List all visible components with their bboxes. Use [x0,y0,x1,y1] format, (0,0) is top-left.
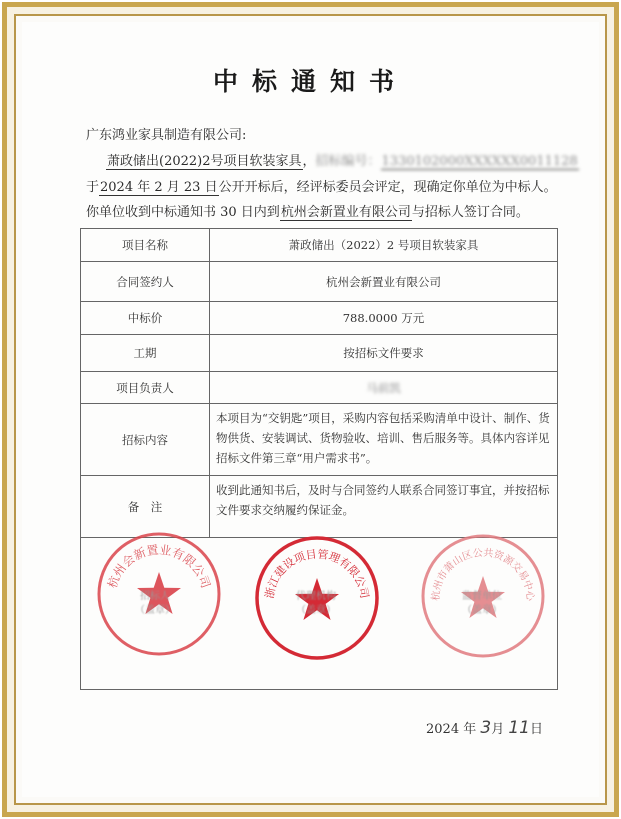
issue-date: 2024 年 3月 11日 [426,718,543,738]
stamp-ring-text: 杭州会新置业有限公司 [105,542,213,591]
stamp-label-supervisor: 监督单位 （盖章） [462,591,502,616]
price-label: 中标价 [81,302,210,335]
content-label: 招标内容 [81,404,210,476]
project-name: 萧政储出(2022)2号项目软装家具 [107,154,302,169]
project-value: 萧政储出（2022）2 号项目软装家具 [210,229,558,262]
open-date-line: 于2024 年 2 月 23 日公开开标后，经评标委员会评定，现确定你单位为中标人。 [86,180,557,195]
handwritten-month: 3 [480,718,492,738]
stamp-area [81,538,557,689]
open-date: 2024 年 2 月 23 日 [100,180,218,195]
bid-no-value: 1330102000XXXXXX0011128 [381,154,578,169]
award-info-table [80,228,558,690]
table-row [81,302,558,335]
stamp-row [81,538,558,690]
remarks-value: 收到此通知书后，及时与合同签约人联系合同签订事宜，并按招标文件要求交纳履约保证金。 [210,476,558,538]
period-value: 按招标文件要求 [210,335,558,372]
stamp-ring-text: 杭州市萧山区公共资源交易中心 [430,547,536,602]
sign-contract-line: 你单位收到中标通知书 30 日内到杭州会新置业有限公司与招标人签订合同。 [86,205,529,220]
manager-label: 项目负责人 [81,372,210,404]
stamp-ring-text: 浙江建设项目管理有限公司 [262,547,372,600]
manager-value: 马前凯 [210,372,558,404]
content-value: 本项目为“交钥匙”项目，采购内容包括采购清单中设计、制作、货物供货、安装调试、货物验收、培训、售后服务等。具体内容详见招标文件第三章“用户需求书”。 [210,404,558,476]
stamp-label-agency: 代理机构 （盖章） [296,591,336,616]
project-label: 项目名称 [81,229,210,262]
table-row [81,404,558,476]
table-row [81,229,558,262]
table-row [81,335,558,372]
stamp-label-tenderer: 招标人 （盖章） [135,591,175,616]
handwritten-day: 11 [508,718,530,738]
table-row [81,262,558,302]
remarks-label: 备 注 [81,476,210,538]
table-row [81,476,558,538]
bid-no-label: 招标编号： [315,154,381,169]
period-label: 工期 [81,335,210,372]
project-line: 萧政储出(2022)2号项目软装家具，招标编号：1330102000XXXXXX0011128 [107,154,578,169]
document-title: 中标通知书 [212,67,408,96]
contract-company: 杭州会新置业有限公司 [280,205,411,220]
signer-label: 合同签约人 [81,262,210,302]
recipient: 广东鸿业家具制造有限公司: [86,128,247,143]
table-row [81,372,558,404]
price-value: 788.0000 万元 [210,302,558,335]
signer-value: 杭州会新置业有限公司 [210,262,558,302]
